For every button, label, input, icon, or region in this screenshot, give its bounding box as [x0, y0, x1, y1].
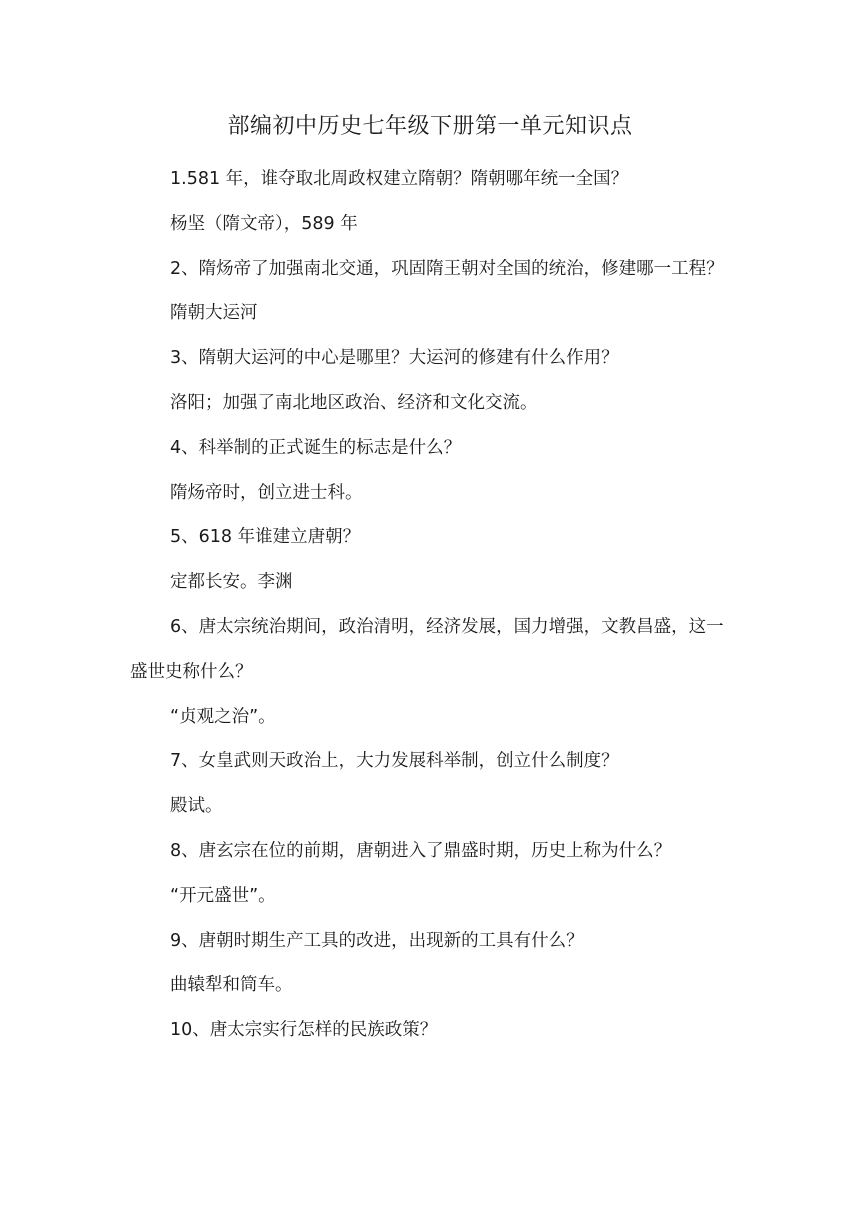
answer-9: 曲辕犁和筒车。	[170, 975, 293, 996]
question-4: 4、科举制的正式诞生的标志是什么？	[170, 437, 462, 458]
question-1: 1.581 年，谁夺取北周政权建立隋朝？隋朝哪年统一全国？	[170, 169, 629, 189]
question-7: 7、女皇武则天政治上，大力发展科举制，创立什么制度？	[170, 751, 619, 772]
answer-8: “开元盛世”。	[170, 885, 276, 906]
question-8: 8、唐玄宗在位的前期，唐朝进入了鼎盛时期，历史上称为什么？	[170, 840, 672, 861]
answer-4: 隋炀帝时，创立进士科。	[170, 482, 363, 503]
document-title: 部编初中历史七年级下册第一单元知识点	[227, 114, 633, 139]
question-10: 10、唐太宗实行怎样的民族政策？	[170, 1020, 438, 1041]
answer-2: 隋朝大运河	[170, 303, 258, 324]
answer-3: 洛阳；加强了南北地区政治、经济和文化交流。	[170, 392, 538, 413]
document-body	[130, 157, 735, 1053]
answer-7: 殿试。	[170, 796, 223, 817]
question-5: 5、618 年谁建立唐朝？	[170, 527, 361, 548]
answer-5: 定都长安。李渊	[170, 572, 293, 593]
question-2: 2、隋炀帝了加强南北交通，巩固隋王朝对全国的统治，修建哪一工程？	[170, 258, 724, 279]
answer-6: “贞观之治”。	[170, 706, 276, 727]
question-3: 3、隋朝大运河的中心是哪里？大运河的修建有什么作用？	[170, 348, 619, 369]
answer-1: 杨坚（隋文帝），589 年	[170, 213, 358, 234]
question-6: 6、唐太宗统治期间，政治清明，经济发展，国力增强，文教昌盛，这一盛世史称什么？	[130, 616, 724, 682]
question-9: 9、唐朝时期生产工具的改进，出现新的工具有什么？	[170, 930, 584, 951]
